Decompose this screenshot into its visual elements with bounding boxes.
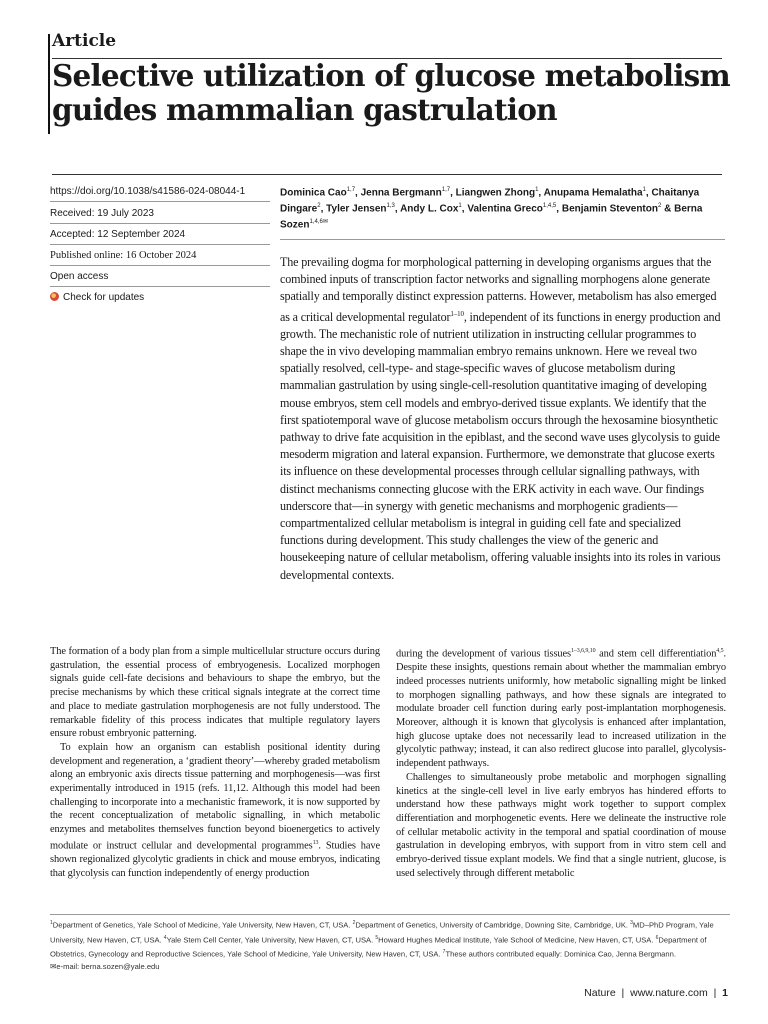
author-affiliation: 2	[317, 202, 321, 209]
author-name[interactable]: Jenna Bergmann	[360, 187, 442, 199]
page-number: 1	[722, 987, 728, 999]
body-paragraph: To explain how an organism can establish positional identity during development and regeneration, a ‘gradient theory’—whereby graded metabolism along an embryonic axis directs tissue patterning and morphogenesis—was first experimentally introduced in 1915 (refs. 11,12. Although this model had been challenging to incorporate into a mechanistic framework, it is now supported by the recent conceptualization of metabolic signalling, in which metabolic enzymes and metabolites themselves function beyond bioenergetics to actively modulate or instruct cellular and developmental programmes$^{13}$. Studies have shown regionalized glycolytic gradients in chick and mouse embryos, indicating that glycolysis can function independently of energy production	[50, 741, 380, 879]
footer-separator: |	[713, 987, 717, 999]
footer-separator: |	[621, 987, 625, 999]
author-name[interactable]: Berna Sozen	[280, 203, 703, 230]
author-affiliation: 1	[535, 187, 539, 193]
citation-ref[interactable]: 1–3,6,9,10	[571, 648, 596, 654]
author-affiliation: 1,4,6✉	[309, 218, 328, 225]
received-date: Received: 19 July 2023	[50, 208, 154, 219]
email-envelope-icon[interactable]: ✉	[322, 218, 328, 225]
crossmark-icon	[50, 292, 59, 301]
title-bottom-rule	[52, 174, 722, 175]
body-paragraph: The formation of a body plan from a simple multicellular structure occurs during gastrulation, the essential process of embryogenesis. Localized morphogen signals guide cell-fate decisions and behaviours to shape the embryo, but the precise mechanisms by which these critical signals integrate at the correct time and place to mediate gastrulation morphogenesis are not fully understood. The remarkable fidelity of this process indicates that multiple regulatory layers ensure robust embryonic patterning.	[50, 646, 380, 740]
check-updates-button[interactable]	[50, 291, 272, 304]
journal-url[interactable]: www.nature.com	[630, 987, 708, 999]
author-affiliation: 1,4,5	[542, 202, 557, 209]
author-affiliation: 2	[657, 202, 662, 209]
author-list: Dominica Cao$^{1,7}$, Jenna Bergmann$^{1,7}$, Liangwen Zhong$^1$, Anupama Hemalatha$^1$, Chaitanya Dingare$^2$, Tyler Jensen$^{1,3}$, Andy L. Cox$^1$, Valentina Greco$^{1,4,5}$, Benjamin Steventon$^2$ & Berna Sozen$^{1,4,6✉}$	[280, 187, 703, 230]
published-date: Published online: 16 October 2024	[50, 250, 197, 261]
accepted-date: Accepted: 12 September 2024	[50, 229, 186, 240]
author-name[interactable]: Benjamin Steventon	[561, 203, 658, 215]
author-name[interactable]: Chaitanya Dingare	[280, 187, 700, 215]
author-name[interactable]: Andy L. Cox	[400, 203, 459, 215]
author-name[interactable]: Anupama Hemalatha	[543, 187, 643, 199]
body-paragraph: Challenges to simultaneously probe metabolic and morphogen signalling kinetics at the single-cell level in live early embryos has hindered efforts to understand how these pathways might work together to support complex differentiation and morphogenetic events. Here we delineate the instructive role of cellular metabolic activity in the temporal and spatial coordination of mouse gastrulation in developing embryos, with support from in vitro stem cell and embryo-derived tissue explant models. We find that a single nutrient, glucose, is used selectively through different metabolic	[396, 771, 726, 879]
affiliations-footnote: $^1$Department of Genetics, Yale School of Medicine, Yale University, New Haven, CT, USA. $^2$Department of Genetics, University of Cambridge, Downing Site, Cambridge, UK. $^3$MD–PhD Program, Yale University, New Haven, CT, USA. $^4$Yale Stem Cell Center, Yale University, New Haven, CT, USA. $^5$Howard Hughes Medical Institute, Yale School of Medicine, New Haven, CT, USA. $^6$Department of Obstetrics, Gynecology and Reproductive Sciences, Yale School of Medicine, Yale University, New Haven, CT, USA. $^7$These authors contributed equally: Dominica Cao, Jenna Bergmann. ✉e-mail: berna.sozen@yale.edu	[50, 920, 714, 971]
author-affiliation: 1,7	[441, 187, 451, 193]
citation-ref[interactable]: 4,5	[716, 648, 724, 654]
author-name[interactable]: Valentina Greco	[467, 203, 543, 215]
author-name[interactable]: Dominica Cao	[280, 187, 347, 199]
journal-name: Nature	[584, 987, 616, 999]
title-accent-bar	[48, 34, 50, 134]
open-access-label: Open access	[50, 271, 109, 282]
citation-ref[interactable]: 13	[312, 839, 319, 846]
meta-divider	[50, 201, 270, 202]
author-name[interactable]: Tyler Jensen	[326, 203, 387, 215]
body-column-left	[50, 645, 380, 880]
meta-divider	[50, 286, 270, 287]
author-affiliation: 1,3	[386, 202, 395, 209]
meta-divider	[50, 265, 270, 266]
author-affiliation: 1	[458, 202, 462, 209]
author-affiliation: 1,7	[346, 187, 356, 193]
author-affiliation: 1	[642, 187, 646, 193]
email-envelope-icon: ✉	[50, 961, 57, 971]
page-footer	[584, 987, 728, 999]
author-name[interactable]: Liangwen Zhong	[455, 187, 536, 199]
body-column-right	[396, 645, 726, 880]
doi-link[interactable]: https://doi.org/10.1038/s41586-024-08044-1	[50, 186, 246, 197]
corresponding-email[interactable]: e-mail: berna.sozen@yale.edu	[56, 961, 160, 971]
meta-divider	[50, 244, 270, 245]
meta-divider	[50, 223, 270, 224]
article-type-label: Article	[52, 31, 117, 51]
article-title: Selective utilization of glucose metabolism guides mammalian gastrulation	[52, 58, 730, 127]
author-divider	[280, 239, 725, 240]
abstract: The prevailing dogma for morphological patterning in developing organisms argues that the combined inputs of transcription factor networks and signalling morphogens alone generate spatially and temporally distinct expression patterns. However, metabolism has also emerged as a critical developmental regulator$^{1-10}$, independent of its functions in energy production and growth. The mechanistic role of nutrient utilization in instructing cellular programmes to shape the in vivo developing mammalian embryo remains unknown. Here we reveal two spatially resolved, cell-type- and stage-specific waves of glucose metabolism during mammalian gastrulation by using single-cell-resolution quantitative imaging of developing mouse embryos, stem cell models and embryo-derived tissue explants. We identify that the first spatiotemporal wave of glucose metabolism occurs through the hexosamine biosynthetic pathway to drive fate acquisition in the epiblast, and the second wave uses glycolysis to guide mesoderm migration and lateral expansion. Furthermore, we demonstrate that glucose exerts its influence on these developmental processes through cellular signalling pathways, with distinct mechanisms connecting glucose with the ERK activity in each wave. Our findings underscore that—in synergy with genetic mechanisms and morphogenic gradients—compartmentalized cellular metabolism is integral in guiding cell fate and specialized functions during development. This study challenges the view of the generic and housekeeping nature of cellular metabolism, offering valuable insights into its roles in various developmental contexts.	[280, 255, 721, 582]
citation-ref[interactable]: 1–10	[450, 309, 464, 318]
body-paragraph: during the development of various tissues$^{1-3,6,9,10}$ and stem cell differentiation$^{4,5}$. Despite these insights, questions remain about whether the mammalian embryo indeed processes nutrients uniformly, how metabolic signalling might be linked to morphogen signalling pathways, and how these signals are integrated to modulate broader cell function during early post-implantation morphogenesis. Moreover, although it is known that glycolysis is enhanced after implantation, high glucose uptake does not necessarily lead to increased utilization in the glycolytic pathway; instead, it can also redirect glucose into parallel, glycolysis-independent pathways.	[396, 648, 726, 770]
footnote-divider	[50, 914, 730, 915]
check-updates-label: Check for updates	[63, 292, 145, 303]
